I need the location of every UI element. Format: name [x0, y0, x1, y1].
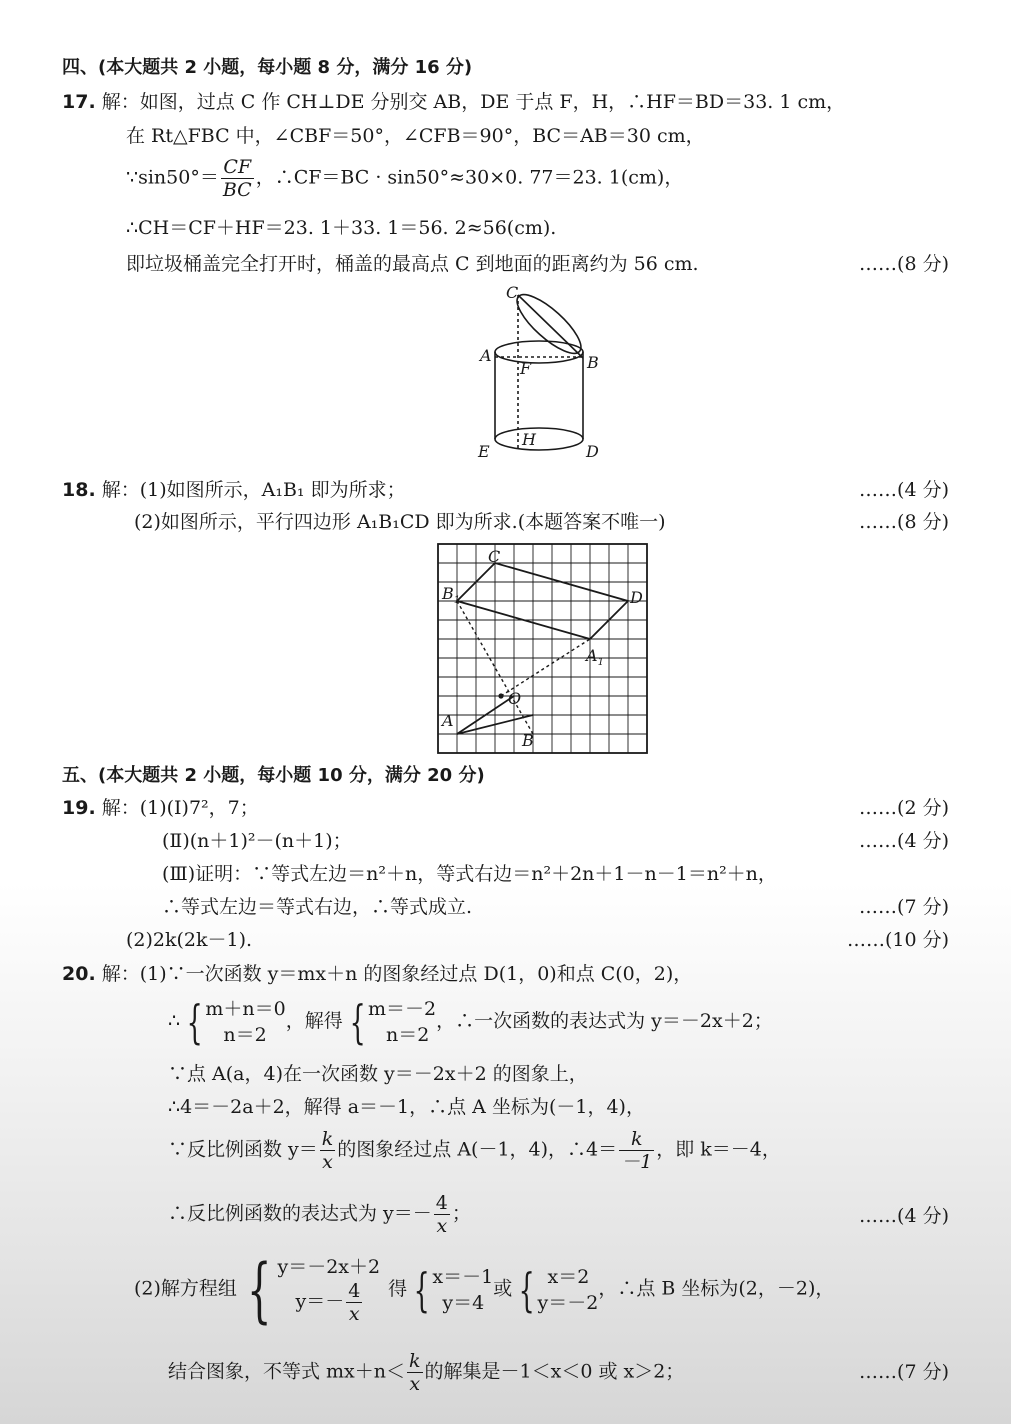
q20-solution2: x＝2 y＝－2: [537, 1265, 599, 1314]
q20-score6: ……(4 分): [859, 1205, 949, 1227]
q20-line3: ∵点 A(a，4)在一次函数 y＝－2x＋2 的图象上，: [168, 1063, 588, 1085]
q20-fraction-k-x-2: $\frac{k}{x}$: [409, 1350, 421, 1395]
q20-number: 20.: [62, 963, 96, 985]
brace-icon: {: [349, 995, 366, 1049]
q17-text-1: 解：如图，过点 C 作 CH⊥DE 分别交 AB，DE 于点 F，H，∴HF＝BD＝33. 1 cm，: [101, 91, 846, 113]
q20-line4: ∴4＝－2a＋2，解得 a＝－1，∴点 A 坐标为(－1，4)，: [168, 1096, 645, 1118]
section4-heading: 四、(本大题共 2 小题，每小题 8 分，满分 16 分): [62, 57, 473, 78]
q20-fraction-k-neg1: $\frac{k}{-1}$: [621, 1128, 653, 1173]
q19-line5: (2)2k(2k－1).: [126, 929, 253, 951]
q19-line2: (Ⅱ)(n＋1)²－(n＋1)；: [162, 830, 352, 852]
q17-number: 17.: [62, 91, 96, 113]
label-h: H: [522, 430, 536, 449]
q17-fraction-cf-bc: $\frac{CF}{BC}$: [222, 156, 252, 201]
label-b: B: [587, 353, 599, 372]
q20-fraction-4-x: $\frac{4}{x}$: [435, 1192, 448, 1237]
label-e: E: [478, 442, 490, 461]
q20-score8: ……(7 分): [859, 1361, 949, 1383]
q19-score4: ……(7 分): [859, 896, 949, 918]
q20-system2: m＝－2 n＝2: [368, 998, 437, 1046]
q17-l3-post: ，∴CF＝BC · sin50°≈30×0. 77＝23. 1(cm)，: [255, 166, 684, 189]
lid-axis: [518, 295, 583, 358]
label-b: B: [522, 731, 534, 750]
brace-icon: {: [186, 995, 203, 1049]
q17-line1: [62, 90, 845, 114]
label-o: O: [508, 689, 522, 708]
q18-line1: [62, 478, 406, 502]
q20-line2: ∴ { m＋n＝0 n＝2 ，解得 { m＝－2 n＝2 ，∴一次函数的表达式为 y＝－2x＋2；: [168, 995, 773, 1049]
q17-line5: 即垃圾桶盖完全打开时，桶盖的最高点 C 到地面的距离约为 56 cm.: [126, 253, 699, 275]
brace-icon: {: [246, 1248, 272, 1331]
section5-heading: 五、(本大题共 2 小题，每小题 10 分，满分 20 分): [62, 765, 485, 786]
q19-line1: [62, 796, 259, 820]
q20-line1: [62, 962, 692, 986]
label-c: C: [506, 283, 519, 302]
q20-line7: (2)解方程组 { y＝－2x＋2 y＝－ $\frac{4}{x}$ 得 { x＝－1 y＝4 或 { x＝2 y＝－2 ，∴点 B 坐标为(2，－2)，: [134, 1248, 835, 1331]
q17-l3-pre: ∵sin50°＝: [126, 166, 219, 189]
q18-number: 18.: [62, 479, 96, 501]
label-b1: $B_1$: [442, 584, 461, 606]
q17-score: ……(8 分): [859, 253, 949, 275]
label-a1: $A_1$: [586, 646, 604, 668]
q20-solution1: x＝－1 y＝4: [432, 1265, 494, 1314]
q19-text-1: 解：(1)(Ⅰ)7²，7；: [101, 797, 259, 819]
label-d: D: [630, 588, 643, 607]
q20-text-1: 解：(1)∵一次函数 y＝mx＋n 的图象经过点 D(1，0)和点 C(0，2)，: [101, 963, 693, 985]
label-a: A: [442, 711, 454, 730]
q19-line4: ∴等式左边＝等式右边，∴等式成立.: [162, 896, 473, 918]
brace-icon: {: [518, 1262, 535, 1317]
grid-border: [438, 544, 647, 753]
q18-line2: (2)如图所示，平行四边形 A₁B₁CD 即为所求.(本题答案不唯一): [134, 511, 666, 533]
label-a: A: [480, 346, 492, 365]
q19-score1: ……(2 分): [859, 797, 949, 819]
q19-line3: (Ⅲ)证明：∵等式左边＝n²＋n，等式右边＝n²＋2n＋1－n－1＝n²＋n，: [162, 863, 777, 885]
label-f: F: [520, 359, 532, 378]
q19-score2: ……(4 分): [859, 830, 949, 852]
q19-score5: ……(10 分): [846, 929, 949, 951]
q17-line4: ∴CH＝CF＋HF＝23. 1＋33. 1＝56. 2≈56(cm).: [126, 217, 557, 239]
q18-score1: ……(4 分): [859, 479, 949, 501]
q20-system3: y＝－2x＋2 y＝－ $\frac{4}{x}$: [277, 1256, 381, 1325]
q20-fraction-k-x: $\frac{k}{x}$: [321, 1128, 334, 1173]
base-ellipse: [495, 428, 583, 450]
q17-line3: [126, 156, 683, 201]
q18-grid-figure: [430, 536, 660, 761]
q20-line5: ∵反比例函数 y＝ $\frac{k}{x}$ 的图象经过点 A(－1，4)，∴4＝ $\frac{k}{-1}$ ，即 k＝－4，: [168, 1128, 781, 1173]
grid-lines: [438, 544, 647, 753]
q17-line2: 在 Rt△FBC 中，∠CBF＝50°，∠CFB＝90°，BC＝AB＝30 cm，: [126, 125, 705, 147]
q18-score2: ……(8 分): [859, 511, 949, 533]
label-c: C: [488, 547, 501, 566]
q19-number: 19.: [62, 797, 96, 819]
brace-icon: {: [413, 1262, 430, 1317]
q20-system1: m＋n＝0 n＝2: [205, 998, 286, 1046]
label-d: D: [586, 442, 599, 461]
q20-line6: ∴反比例函数的表达式为 y＝－ $\frac{4}{x}$ ；: [168, 1192, 471, 1237]
point-o: [498, 693, 503, 698]
q17-trash-can-figure: [470, 280, 630, 465]
q18-text-1: 解：(1)如图所示，A₁B₁ 即为所求；: [101, 479, 406, 501]
q20-line8: 结合图象，不等式 mx＋n＜ $\frac{k}{x}$ 的解集是－1＜x＜0 或 x＞2；: [168, 1350, 685, 1395]
